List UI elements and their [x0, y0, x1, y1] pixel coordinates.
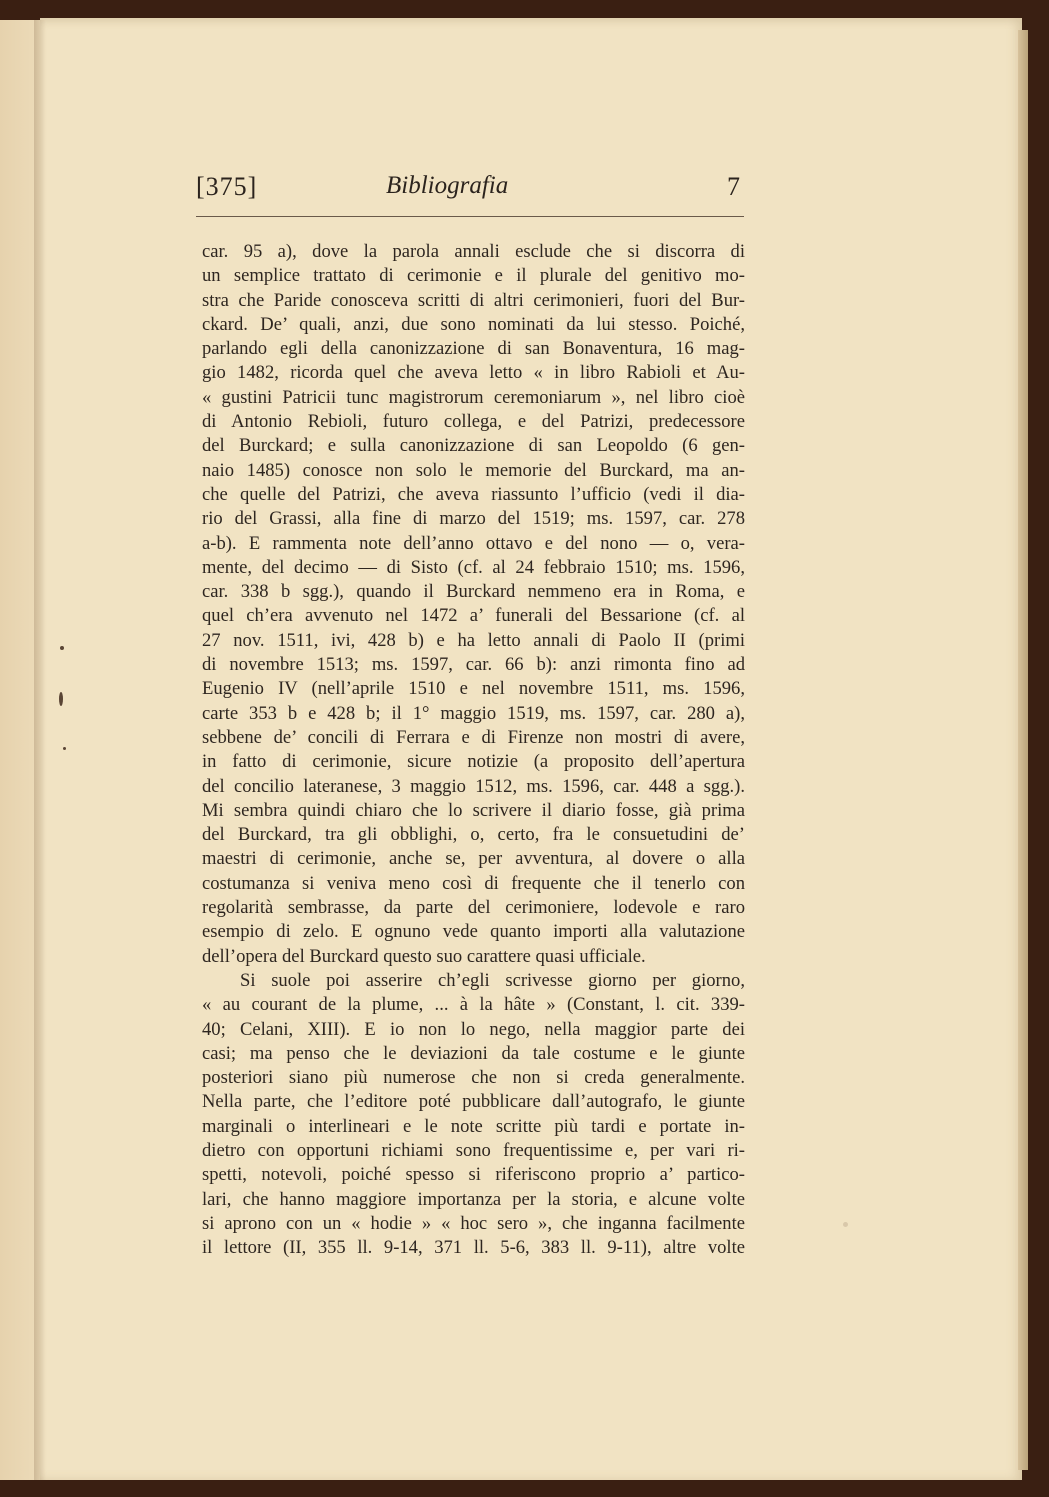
- text-line: del Burckard, tra gli obblighi, o, certo, fra le consuetudini de’: [202, 824, 745, 846]
- page-number: 7: [727, 172, 740, 201]
- running-header: [196, 168, 744, 212]
- text-line: Nella parte, che l’editore poté pubblicare dall’autografo, le giunte: [202, 1091, 745, 1113]
- text-line: lari, che hanno maggiore importanza per la storia, e alcune volte: [202, 1188, 745, 1210]
- text-line: 40; Celani, XIII). E io non lo nego, nella maggior parte dei: [202, 1018, 745, 1040]
- text-line: a-b). E rammenta note dell’anno ottavo e del nono — o, vera-: [202, 532, 745, 554]
- text-line: il lettore (II, 355 ll. 9-14, 371 ll. 5-6, 383 ll. 9-11), altre volte: [202, 1237, 745, 1259]
- text-line: si aprono con un « hodie » « hoc sero », che inganna facilmente: [202, 1212, 745, 1234]
- text-line: « gustini Patricii tunc magistrorum ceremoniarum », nel libro cioè: [202, 386, 745, 408]
- text-line: 27 nov. 1511, ivi, 428 b) e ha letto annali di Paolo II (primi: [202, 629, 745, 651]
- ink-speck: [63, 747, 66, 750]
- text-line: marginali o interlineari e le note scritte più tardi e portate in-: [202, 1115, 745, 1137]
- text-line: un semplice trattato di cerimonie e il plurale del genitivo mo-: [202, 265, 745, 287]
- text-line: parlando egli della canonizzazione di san Bonaventura, 16 mag-: [202, 338, 745, 360]
- text-line: di novembre 1513; ms. 1597, car. 66 b): anzi rimonta fino ad: [202, 654, 745, 676]
- text-line: che quelle del Patrizi, che aveva riassunto l’ufficio (vedi il dia-: [202, 483, 745, 505]
- text-line: Mi sembra quindi chiaro che lo scrivere il diario fosse, già prima: [202, 799, 745, 821]
- text-line: ckard. De’ quali, anzi, due sono nominati da lui stesso. Poiché,: [202, 313, 745, 335]
- text-line: spetti, notevoli, poiché spesso si riferiscono proprio a’ partico-: [202, 1164, 745, 1186]
- text-line: dell’opera del Burckard questo suo carattere quasi ufficiale.: [202, 945, 646, 967]
- ink-speck: [59, 692, 63, 706]
- text-line: car. 95 a), dove la parola annali esclude che si discorra di: [202, 241, 745, 262]
- right-page-edge: [1018, 30, 1028, 1470]
- page-number-bracketed: [375]: [196, 172, 258, 201]
- text-line: rio del Grassi, alla fine di marzo del 1519; ms. 1597, car. 278: [202, 508, 745, 530]
- running-title: Bibliografia: [386, 172, 509, 199]
- paper-speck: [843, 1222, 848, 1227]
- text-line: stra che Paride conosceva scritti di altri cerimonieri, fuori del Bur-: [202, 289, 745, 311]
- text-line: carte 353 b e 428 b; il 1° maggio 1519, ms. 1597, car. 280 a),: [202, 702, 745, 724]
- text-line: del concilio lateranese, 3 maggio 1512, ms. 1596, car. 448 a sgg.).: [202, 775, 745, 797]
- text-line: maestri di cerimonie, anche se, per avventura, al dovere o alla: [202, 848, 745, 870]
- spine-shadow: [34, 20, 46, 1480]
- text-line: naio 1485) conosce non solo le memorie del Burckard, ma an-: [202, 459, 745, 481]
- text-line: casi; ma penso che le deviazioni da tale costume e le giunte: [202, 1042, 745, 1064]
- body-text: [202, 240, 745, 1260]
- text-line: sebbene de’ concili di Ferrara e di Firenze non mostri di avere,: [202, 726, 745, 748]
- text-line: « au courant de la plume, ... à la hâte » (Constant, l. cit. 339-: [202, 994, 745, 1016]
- text-line: posteriori siano più numerose che non si creda generalmente.: [202, 1067, 745, 1089]
- text-line: Eugenio IV (nell’aprile 1510 e nel novembre 1511, ms. 1596,: [202, 678, 745, 700]
- header-rule: [196, 216, 744, 217]
- text-line: car. 338 b sgg.), quando il Burckard nemmeno era in Roma, e: [202, 581, 745, 603]
- text-line: del Burckard; e sulla canonizzazione di san Leopoldo (6 gen-: [202, 435, 745, 457]
- text-line: gio 1482, ricorda quel che aveva letto « in libro Rabioli et Au-: [202, 362, 745, 384]
- text-line: quel ch’era avvenuto nel 1472 a’ funerali del Bessarione (cf. al: [202, 605, 745, 627]
- text-line: di Antonio Rebioli, futuro collega, e del Patrizi, predecessore: [202, 411, 745, 433]
- text-line: Si suole poi asserire ch’egli scrivesse giorno per giorno,: [240, 969, 745, 991]
- text-line: esempio di zelo. E ognuno vede quanto importi alla valutazione: [202, 921, 745, 943]
- ink-speck: [60, 646, 64, 650]
- text-line: regolarità sembrasse, da parte del cerimoniere, lodevole e raro: [202, 897, 745, 919]
- text-line: dietro con opportuni richiami sono frequentissime e, per vari ri-: [202, 1139, 745, 1161]
- text-line: costumanza si veniva meno così di frequente che il tenerlo con: [202, 872, 745, 894]
- text-line: in fatto di cerimonie, sicure notizie (a proposito dell’apertura: [202, 751, 745, 773]
- text-line: mente, del decimo — di Sisto (cf. al 24 febbraio 1510; ms. 1596,: [202, 556, 745, 578]
